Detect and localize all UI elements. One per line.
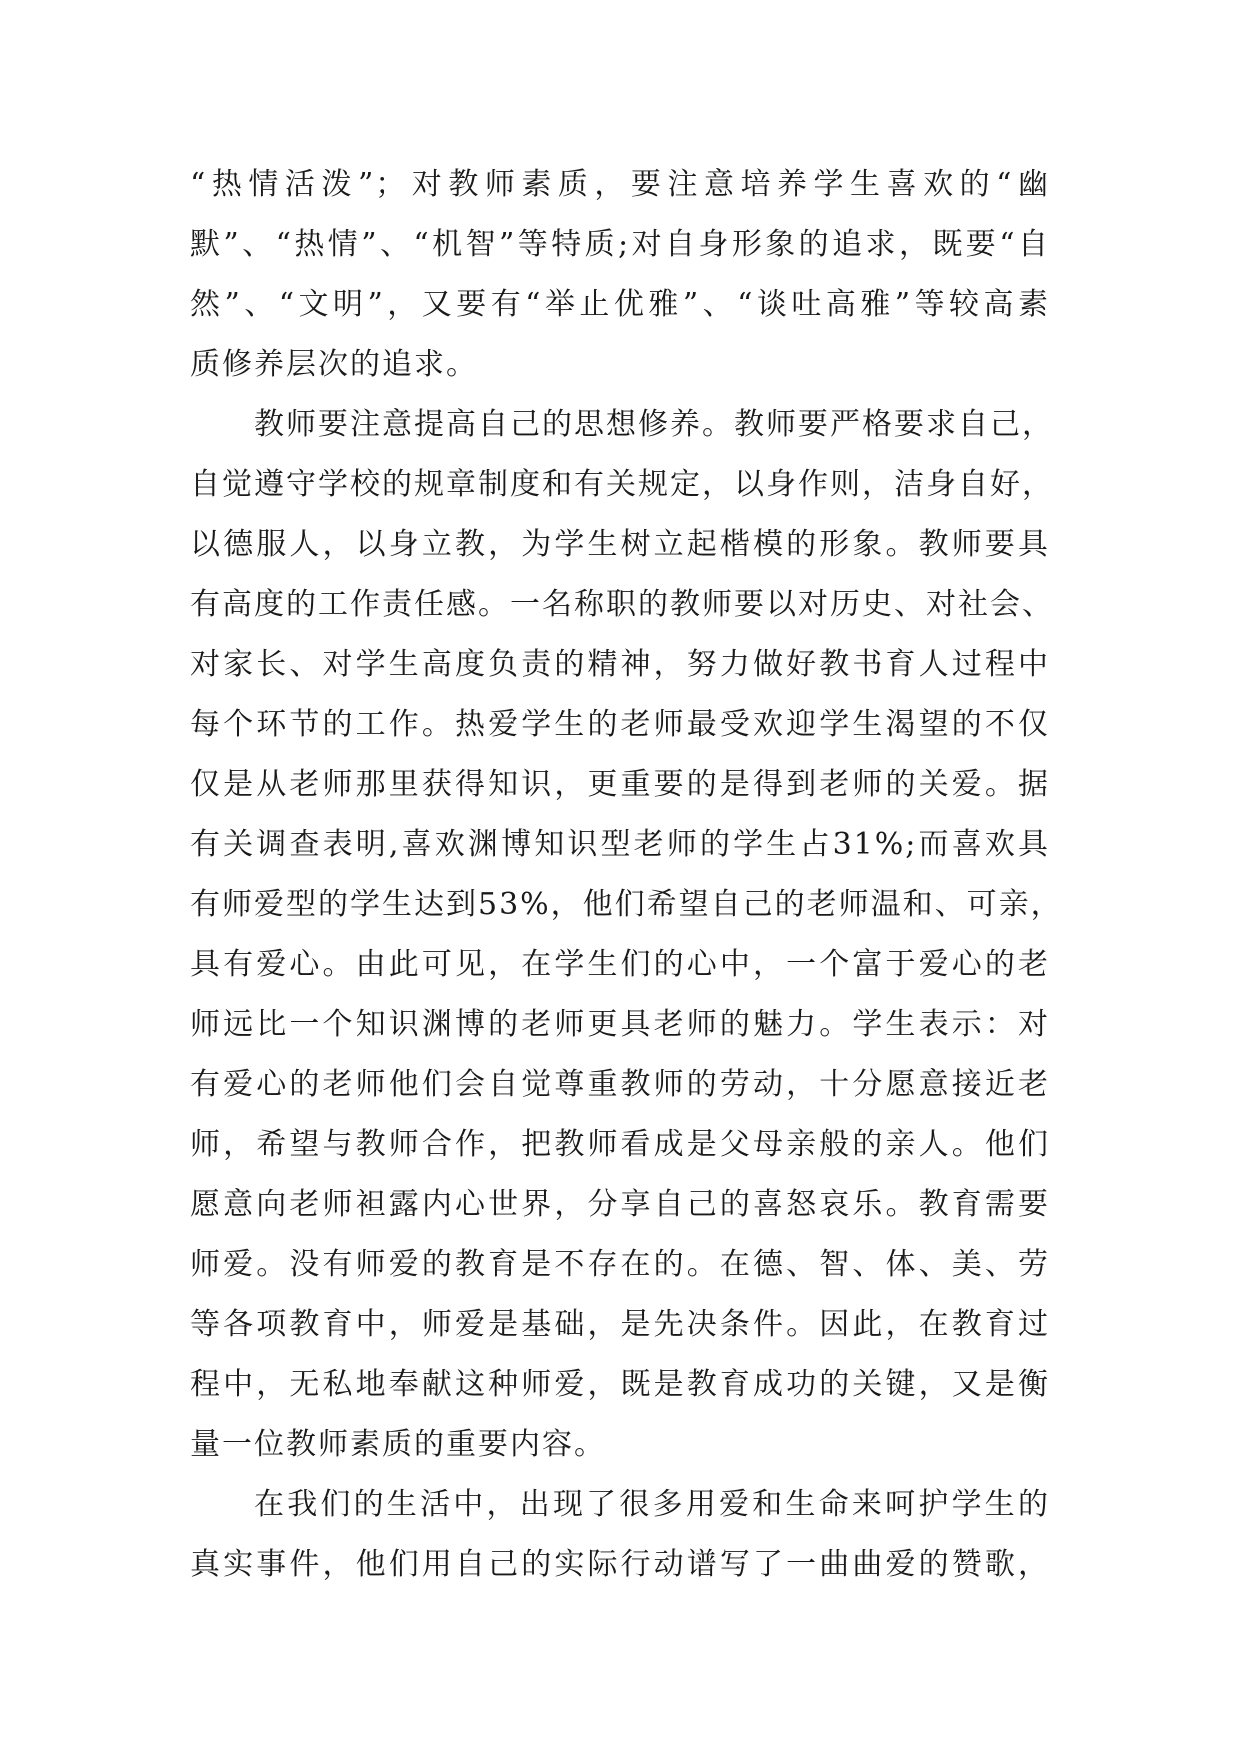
text-line: 量一位教师素质的重要内容。 (190, 1427, 606, 1462)
text-line: 有关调查表明,喜欢渊博知识型老师的学生占31%;而喜欢具 (190, 827, 1050, 862)
paragraph-2 (190, 395, 1063, 1475)
paragraph-1 (190, 155, 1050, 395)
text-line: 教师要注意提高自己的思想修养。教师要严格要求自己， (254, 407, 1054, 442)
text-line: 师爱。没有师爱的教育是不存在的。在德、智、体、美、劳 (190, 1247, 1050, 1282)
text-line: 真实事件，他们用自己的实际行动谱写了一曲曲爱的赞歌， (190, 1547, 1050, 1582)
paragraph-3 (190, 1475, 1050, 1595)
text-line: 程中，无私地奉献这种师爱，既是教育成功的关键，又是衡 (190, 1367, 1050, 1402)
text-line: 愿意向老师袒露内心世界，分享自己的喜怒哀乐。教育需要 (190, 1187, 1050, 1222)
text-line: 有爱心的老师他们会自觉尊重教师的劳动，十分愿意接近老 (190, 1067, 1050, 1102)
text-line: 有师爱型的学生达到53%，他们希望自己的老师温和、可亲， (190, 887, 1063, 922)
text-line: 然”、“文明”，又要有“举止优雅”、“谈吐高雅”等较高素 (190, 287, 1050, 322)
text-line: 每个环节的工作。热爱学生的老师最受欢迎学生渴望的不仅 (190, 707, 1050, 742)
text-line: 自觉遵守学校的规章制度和有关规定，以身作则，洁身自好， (190, 467, 1054, 502)
text-line: 仅是从老师那里获得知识，更重要的是得到老师的关爱。据 (190, 767, 1050, 802)
text-line: 有高度的工作责任感。一名称职的教师要以对历史、对社会、 (190, 587, 1054, 622)
text-line: 在我们的生活中，出现了很多用爱和生命来呵护学生的 (254, 1487, 1050, 1522)
text-line: 对家长、对学生高度负责的精神，努力做好教书育人过程中 (190, 647, 1050, 682)
text-line: 具有爱心。由此可见，在学生们的心中，一个富于爱心的老 (190, 947, 1050, 982)
text-line: 以德服人，以身立教，为学生树立起楷模的形象。教师要具 (190, 527, 1050, 562)
document-body (190, 155, 1063, 1595)
text-line: 师，希望与教师合作，把教师看成是父母亲般的亲人。他们 (190, 1127, 1050, 1162)
text-line: “热情活泼”；对教师素质，要注意培养学生喜欢的“幽 (190, 167, 1050, 202)
text-line: 默”、“热情”、“机智”等特质;对自身形象的追求，既要“自 (190, 227, 1050, 262)
text-line: 师远比一个知识渊博的老师更具老师的魅力。学生表示：对 (190, 1007, 1050, 1042)
text-line: 质修养层次的追求。 (190, 347, 478, 382)
text-line: 等各项教育中，师爱是基础，是先决条件。因此，在教育过 (190, 1307, 1050, 1342)
